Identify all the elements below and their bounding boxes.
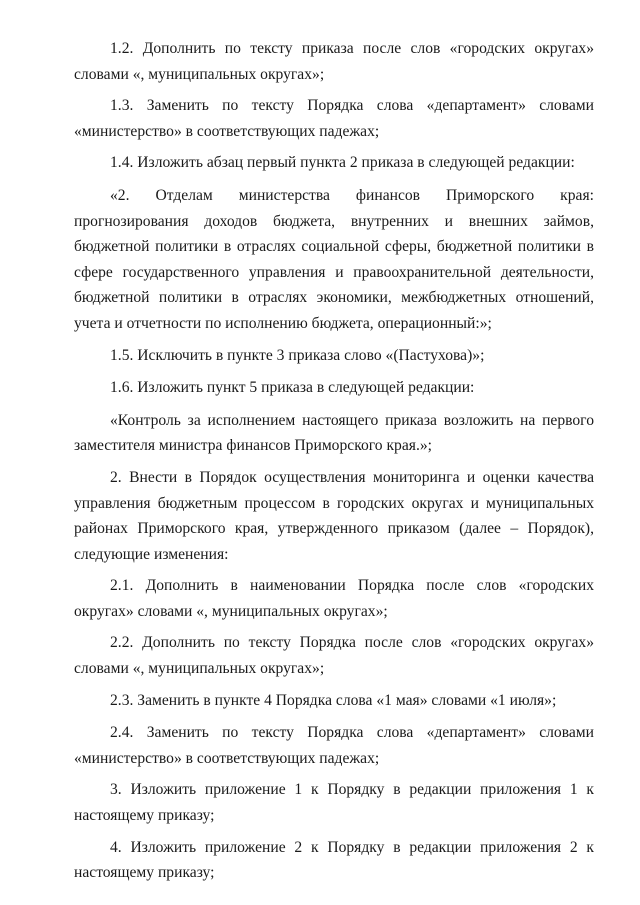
paragraph-quote-2: «2. Отделам министерства финансов Приморского края: прогнозирования доходов бюджета, внутренних и внешних займов, бюджетной политики в отраслях социальной сферы, бюджетной политики в сфере государственного управления и правоохранительной деятельности, бюджетной политики в отраслях экономики, межбюджетных отношений, учета и отчетности по исполнению бюджета, операционный:»; <box>74 186 594 332</box>
paragraph-2-3: 2.3. Заменить в пункте 4 Порядка слова «1 мая» словами «1 июля»; <box>110 691 557 709</box>
paragraph-quote-5: «Контроль за исполнением настоящего приказа возложить на первого заместителя министра финансов Приморского края.»; <box>74 411 594 455</box>
paragraph-1-4: 1.4. Изложить абзац первый пункта 2 приказа в следующей редакции: <box>110 154 575 172</box>
paragraph-2: 2. Внести в Порядок осуществления мониторинга и оценки качества управления бюджетным процессом в городских округах и муниципальных районах Приморского края, утвержденного приказом (далее – Порядок), следующие изменения: <box>74 468 594 563</box>
document-body <box>74 36 594 892</box>
paragraph-3: 3. Изложить приложение 1 к Порядку в редакции приложения 1 к настоящему приказу; <box>74 781 594 825</box>
paragraph-1-5: 1.5. Исключить в пункте 3 приказа слово «(Пастухова)»; <box>110 346 485 364</box>
paragraph-2-1: 2.1. Дополнить в наименовании Порядка после слов «городских округах» словами «, муниципальных округах»; <box>74 577 594 620</box>
paragraph-1-6: 1.6. Изложить пункт 5 приказа в следующей редакции: <box>110 379 475 397</box>
paragraph-4: 4. Изложить приложение 2 к Порядку в редакции приложения 2 к настоящему приказу; <box>74 838 594 882</box>
paragraph-2-2: 2.2. Дополнить по тексту Порядка после слов «городских округах» словами «, муниципальных округах»; <box>74 634 594 678</box>
paragraph-2-4: 2.4. Заменить по тексту Порядка слова «департамент» словами «министерство» в соответствующих падежах; <box>74 724 594 767</box>
paragraph-1-2: 1.2. Дополнить по тексту приказа после слов «городских округах» словами «, муниципальных округах»; <box>74 40 594 83</box>
paragraph-1-3: 1.3. Заменить по тексту Порядка слова «департамент» словами «министерство» в соответствующих падежах; <box>74 97 594 140</box>
